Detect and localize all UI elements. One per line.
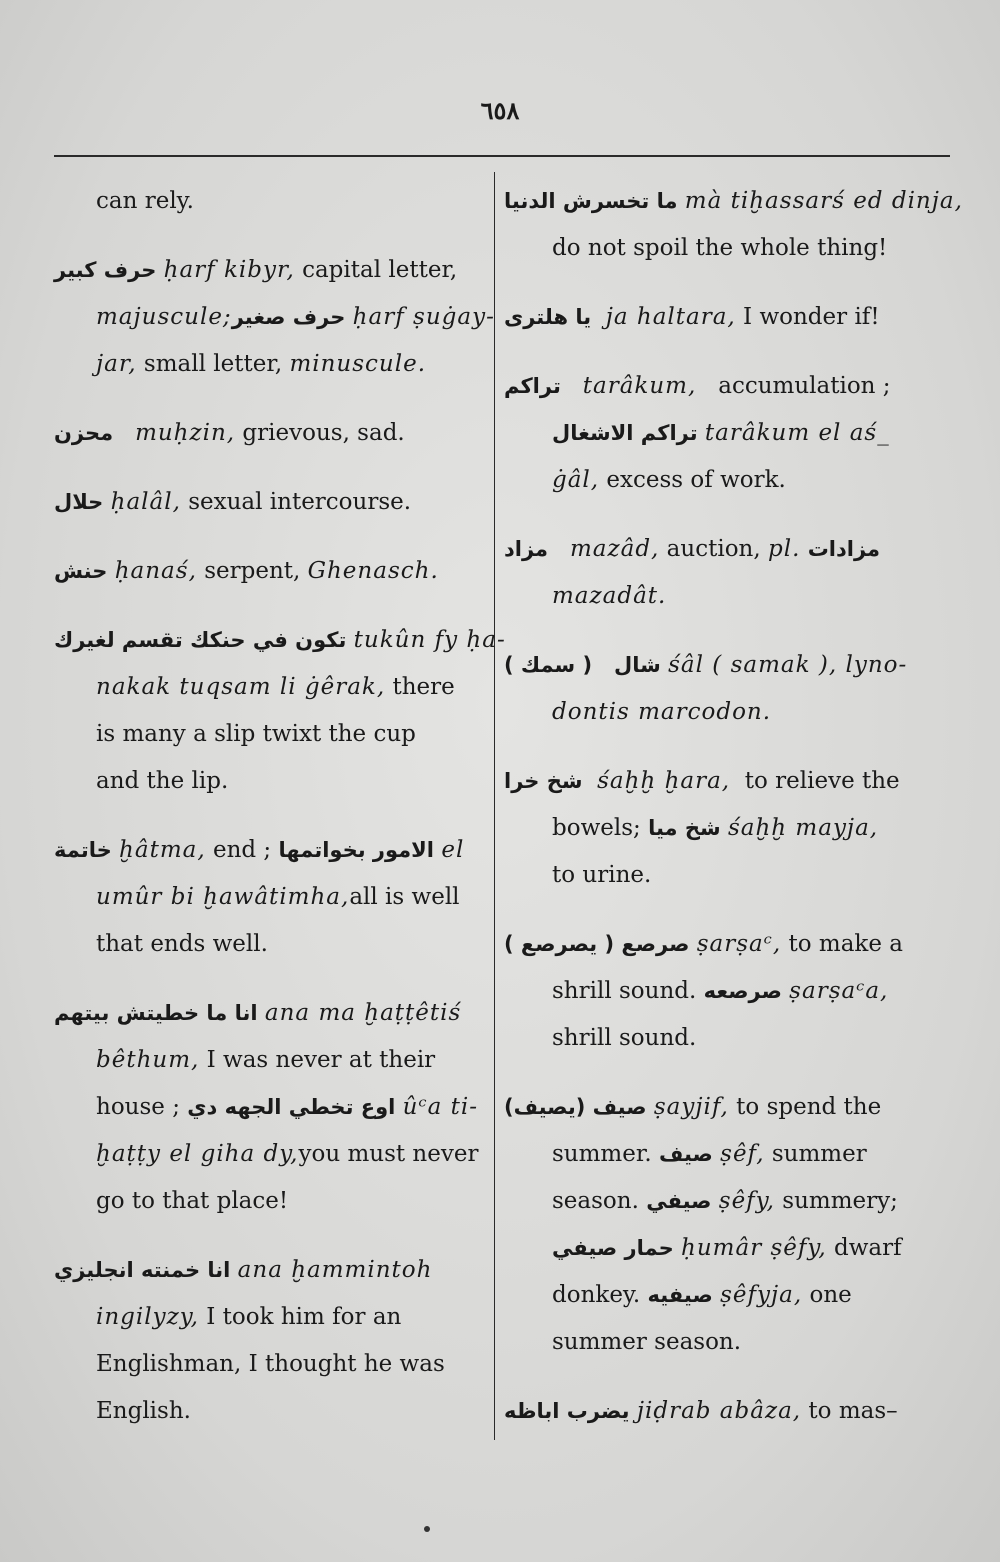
transliteration: jiḍrab abâza, [629,1398,802,1424]
definition: house ; [96,1094,180,1120]
definition: small letter, [136,351,290,377]
transliteration: ṣêfyja, [712,1282,803,1308]
arabic-headword: محزن [54,421,114,445]
transliteration: mazadât. [552,583,667,609]
arabic-term: حمار صيفي [552,1236,674,1260]
arabic-term: صرصعه [703,979,782,1003]
transliteration: ṣarṣaᶜa, [781,978,889,1004]
text-line: and the lip. [96,768,229,794]
arabic-headword: شخ خرا [504,769,583,793]
text-line: English. [96,1398,191,1424]
entry-ana-ma-hattetis [54,990,486,1225]
column-divider [494,172,495,1440]
text-line: to urine. [552,862,652,888]
entry-hanas [54,548,486,595]
page-number: ٦٥٨ [480,96,520,125]
transliteration: umûr bi ḫawâtimha, [96,884,350,910]
transliteration: ṣayjif, [646,1094,729,1120]
arabic-headword: يا هلترى [504,305,592,329]
arabic-headword: خاتمة [54,838,112,862]
entry-can-rely [54,178,486,225]
entry-tukun [54,617,506,805]
transliteration: ṣêf, [712,1141,765,1167]
definition: auction, [659,536,768,562]
definition: to mas– [801,1398,898,1424]
definition: sexual intercourse. [180,489,412,515]
transliteration: el [434,837,465,863]
definition: excess of work. [599,467,786,493]
entry-sayjif [504,1084,952,1366]
text-line: go to that place! [96,1188,289,1214]
arabic-term: صيفي [646,1189,712,1213]
arabic-headword: انا خمنته انجليزي [54,1258,231,1282]
entry-sahh-hara [504,758,952,899]
arabic-headword: صرصع ( يصرصع ) [504,932,690,956]
transliteration: nakak tuqsam li ġêrak, [96,674,386,700]
arabic-headword: صيف (يصيف) [504,1095,647,1119]
arabic-term: شخ ميا [648,816,721,840]
text-line: Englishman, I thought he was [96,1351,445,1377]
arabic-headword: مزاد [504,537,549,561]
transliteration: śaḫḫ ḫara, [597,768,731,794]
definition: I wonder if! [735,304,880,330]
transliteration: mazâd, [569,536,660,562]
definition: one [802,1282,852,1308]
transliteration: ḥalâl, [110,489,181,515]
arabic-term: ( سمك ) [504,653,593,677]
definition: capital letter, [294,257,458,283]
transliteration: ḫâtma, [111,837,206,863]
arabic-term: حرف صغير [231,305,346,329]
definition: summery; [774,1188,898,1214]
transliteration: tarâkum el aś_ [697,420,890,446]
entry-muhzin [54,410,486,457]
definition: donkey. [552,1282,641,1308]
entry-harf-kibyr [54,247,495,388]
transliteration: majuscule; [96,304,232,330]
definition: summer [764,1141,867,1167]
transliteration: pl. [767,536,801,562]
entry-hatma [54,827,486,968]
text-line: that ends well. [96,931,268,957]
transliteration: ingilyzy, [96,1304,199,1330]
right-column [504,178,963,1457]
definition: bowels; [552,815,641,841]
transliteration: śaḫḫ mayja, [720,815,879,841]
transliteration: ûᶜa ti- [395,1094,478,1120]
transliteration: ḥumâr ṣêfy, [673,1235,827,1261]
text-line: shrill sound. [552,1025,697,1051]
definition: all is well [349,884,460,910]
entry-ana-hammintoh [54,1247,486,1435]
transliteration: Ghenasch. [307,558,439,584]
transliteration: minuscule. [289,351,427,377]
entry-tarakum [504,363,952,504]
transliteration: ṣêfy, [711,1188,775,1214]
definition: there [385,674,455,700]
entry-mazad [504,526,952,620]
definition: I was never at their [199,1047,436,1073]
arabic-headword: شال [614,653,661,677]
transliteration: ġâl, [552,467,600,493]
definition: shrill sound. [552,978,697,1004]
definition: accumulation ; [718,373,891,399]
ink-speck [424,1526,430,1532]
transliteration: śâl ( samak ), lyno- [660,652,908,678]
header-rule [54,155,950,157]
arabic-headword: يضرب اباظه [504,1399,630,1423]
arabic-headword: حلال [54,490,104,514]
entry-sal [504,642,952,736]
text-line: summer season. [552,1329,742,1355]
transliteration: mà tiḫassarś ed dinja, [677,188,963,214]
transliteration: tukûn fy ḥa- [346,627,506,653]
transliteration: ja haltara, [605,304,736,330]
definition: end ; [205,837,272,863]
definition: season. [552,1188,639,1214]
definition: grievous, sad. [235,420,405,446]
definition: to spend the [728,1094,882,1120]
transliteration: ṣarṣaᶜ, [689,931,782,957]
arabic-term: صيف [658,1142,713,1166]
text-line: do not spoil the whole thing! [552,235,888,261]
text-line: can rely. [96,188,194,214]
transliteration: jar, [96,351,137,377]
definition: I took him for an [198,1304,402,1330]
transliteration: ḫaṭṭy el giha dy, [96,1141,299,1167]
definition: you must never [298,1141,479,1167]
arabic-headword: انا ما خطيتش بيتهم [54,1001,258,1025]
transliteration: dontis marcodon. [552,699,772,725]
transliteration: bêthum, [96,1047,200,1073]
arabic-headword: تراكم [504,374,561,398]
entry-jidrab-abaza [504,1388,952,1435]
arabic-term: مزادات [807,537,881,561]
arabic-headword: تكون في حنكك تقسم لغيرك [54,628,347,652]
text-line: is many a slip twixt the cup [96,721,416,747]
entry-sarsa [504,921,952,1062]
entry-ma-tihassars [504,178,963,272]
arabic-term: صيفيه [647,1283,713,1307]
arabic-headword: ما تخسرش الدنيا [504,189,678,213]
transliteration: ana ḫammintoh [230,1257,433,1283]
arabic-term: اوع تخطي الجهه دي [187,1095,396,1119]
arabic-term: تراكم الاشغال [552,421,698,445]
arabic-term: الامور بخواتمها [278,838,435,862]
definition: to relieve the [744,768,900,794]
transliteration: tarâkum, [582,373,697,399]
left-column [54,178,506,1457]
transliteration: ḥanaś, [114,558,197,584]
definition: to make a [781,931,903,957]
definition: serpent, [196,558,308,584]
entry-ja-haltara [504,294,952,341]
definition: dwarf [826,1235,902,1261]
transliteration: muḥzin, [135,420,236,446]
transliteration: ḥarf ṣuġay- [345,304,495,330]
entry-halal [54,479,486,526]
definition: summer. [552,1141,652,1167]
arabic-headword: حنش [54,559,108,583]
arabic-headword: حرف كبير [54,258,157,282]
transliteration: ana ma ḫaṭṭêtiś [257,1000,462,1026]
transliteration: ḥarf kibyr, [163,257,295,283]
